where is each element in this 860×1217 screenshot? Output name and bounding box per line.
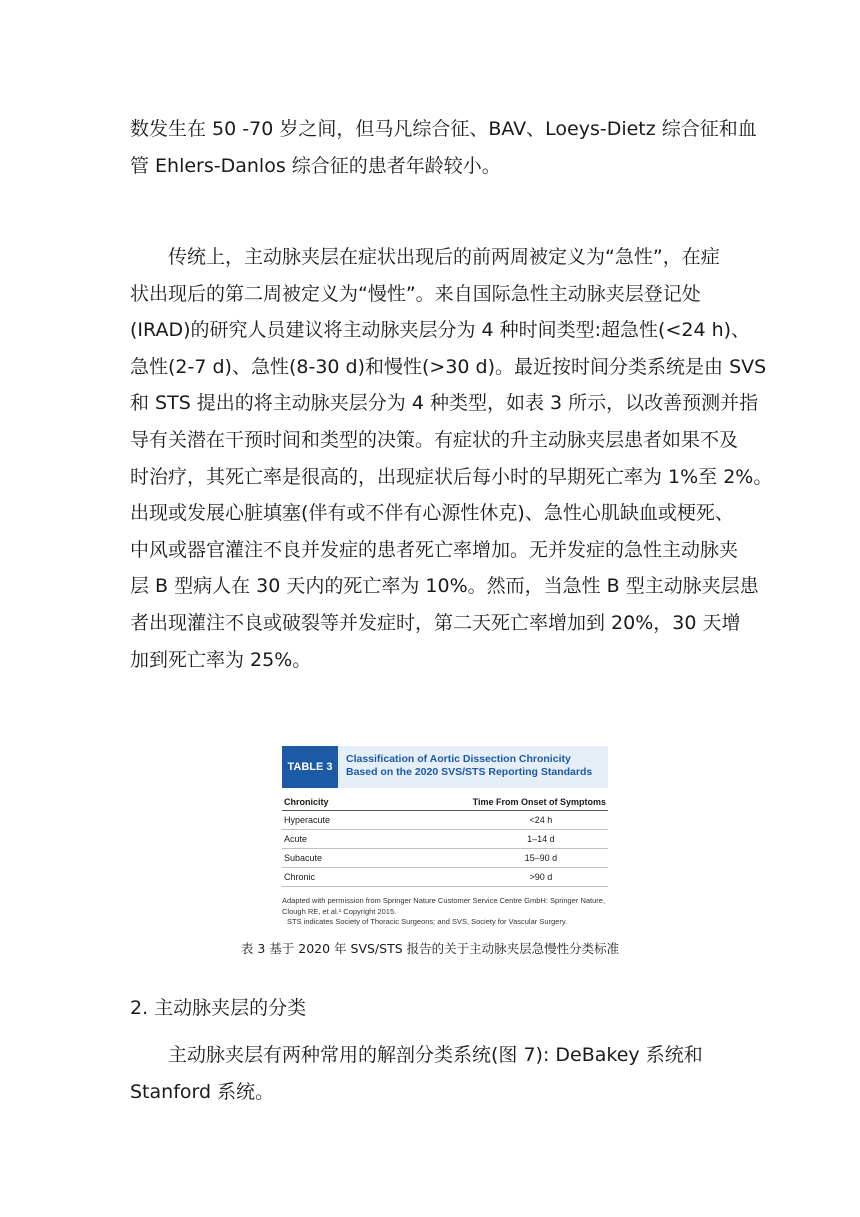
row-label: Hyperacute	[282, 811, 366, 830]
table-title-line: Based on the 2020 SVS/STS Reporting Standards	[346, 766, 593, 778]
table-header-row	[282, 794, 608, 811]
column-header-chronicity: Chronicity	[282, 794, 366, 811]
table-row	[282, 830, 608, 849]
table-footnote-source: Adapted with permission from Springer Nature Customer Service Centre GmbH: Springer Nature, Clough RE, et al.¹ Copyright 2015.	[282, 896, 606, 916]
text-line: (IRAD)的研究人员建议将主动脉夹层分为 4 种时间类型:超急性(<24 h)、	[130, 319, 751, 342]
section-heading: 2. 主动脉夹层的分类	[130, 997, 307, 1019]
paragraph-3	[130, 1037, 730, 1110]
table-caption: 表 3 基于 2020 年 SVS/STS 报告的关于主动脉夹层急慢性分类标准	[240, 941, 620, 956]
column-header-time: Time From Onset of Symptoms	[366, 794, 608, 811]
chronicity-table	[282, 794, 608, 887]
table-title-line: Classification of Aortic Dissection Chronicity	[346, 753, 571, 765]
table-tag: TABLE 3	[282, 746, 338, 788]
text-line: 主动脉夹层有两种常用的解剖分类系统(图 7): DeBakey 系统和	[130, 1044, 703, 1066]
text-line: 出现或发展心脏填塞(伴有或不伴有心源性休克)、急性心肌缺血或梗死、	[130, 502, 734, 525]
row-label: Acute	[282, 830, 366, 849]
text-line: 者出现灌注不良或破裂等并发症时，第二天死亡率增加到 20%，30 天增	[130, 611, 741, 634]
table-footnote-abbrev: STS indicates Society of Thoracic Surgeons; and SVS, Society for Vascular Surgery.	[287, 917, 568, 926]
table-row	[282, 868, 608, 887]
text-line: 状出现后的第二周被定义为“慢性”。来自国际急性主动脉夹层登记处	[130, 282, 701, 305]
paragraph-2	[130, 239, 773, 678]
row-value: >90 d	[366, 868, 608, 887]
text-line: 数发生在 50 -70 岁之间，但马凡综合征、BAV、Loeys-Dietz 综合征和血	[130, 118, 757, 140]
text-line: 传统上，主动脉夹层在症状出现后的前两周被定义为“急性”，在症	[130, 246, 720, 268]
text-line: 导有关潜在干预时间和类型的决策。有症状的升主动脉夹层患者如果不及	[130, 428, 739, 451]
paragraph-1	[130, 111, 757, 184]
row-value: <24 h	[366, 811, 608, 830]
table-row	[282, 811, 608, 830]
row-label: Subacute	[282, 849, 366, 868]
row-value: 15–90 d	[366, 849, 608, 868]
text-line: 和 STS 提出的将主动脉夹层分为 4 种类型，如表 3 所示，以改善预测并指	[130, 392, 759, 415]
table-3-figure	[282, 746, 608, 928]
text-line: 管 Ehlers-Danlos 综合征的患者年龄较小。	[130, 154, 501, 177]
row-label: Chronic	[282, 868, 366, 887]
table-title	[338, 746, 608, 788]
text-line: Stanford 系统。	[130, 1080, 275, 1103]
text-line: 层 B 型病人在 30 天内的死亡率为 10%。然而，当急性 B 型主动脉夹层患	[130, 575, 759, 598]
row-value: 1–14 d	[366, 830, 608, 849]
text-line: 中风或器官灌注不良并发症的患者死亡率增加。无并发症的急性主动脉夹	[130, 538, 739, 561]
text-line: 急性(2-7 d)、急性(8-30 d)和慢性(>30 d)。最近按时间分类系统是由 SVS	[130, 355, 767, 378]
table-row	[282, 849, 608, 868]
text-line: 加到死亡率为 25%。	[130, 648, 312, 671]
table-header-band	[282, 746, 608, 788]
text-line: 时治疗，其死亡率是很高的，出现症状后每小时的早期死亡率为 1%至 2%。	[130, 465, 773, 488]
table-footnotes	[282, 896, 608, 928]
